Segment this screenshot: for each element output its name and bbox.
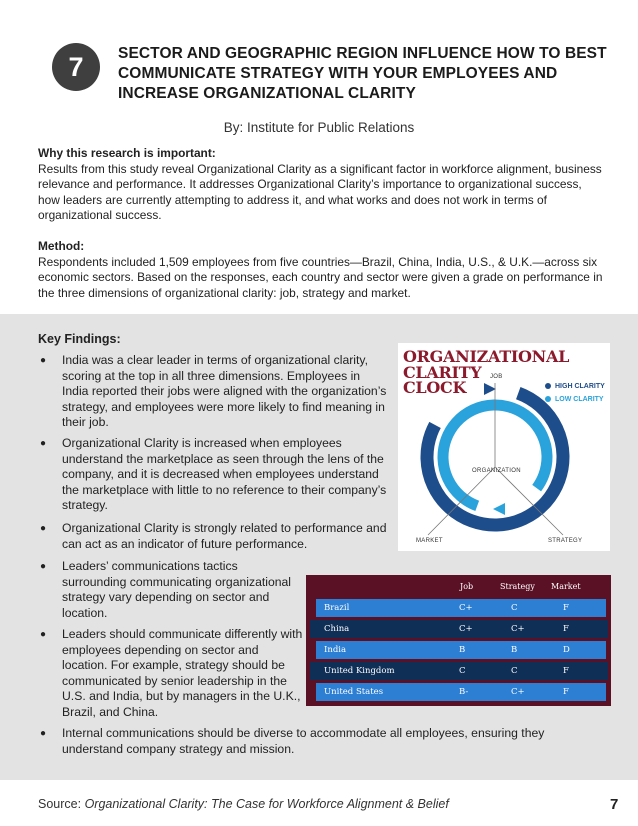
strategy-grade-cell: C [511, 603, 518, 613]
key-findings-heading: Key Findings: [38, 332, 121, 346]
axis-label-strategy: STRATEGY [548, 538, 583, 544]
column-header-market: Market [551, 582, 581, 591]
low-clarity-arrow-icon [493, 503, 505, 515]
finding-text: Organizational Clarity is increased when employees understand the marketplace as seen through the lens of the company, and it is decreased when employees understand the marketplace with little to no reference to their company’s strategy. [62, 436, 387, 513]
why-text: Results from this study reveal Organizational Clarity as a significant factor in workforce alignment, business relevance and performance. It addresses Organizational Clarity’s importance to organizational success, how leaders are currently attempting to address it, and what works and does not work in terms of organizational success. [38, 161, 602, 223]
legend-high-label: HIGH CLARITY [555, 383, 605, 390]
table-row [310, 662, 608, 680]
section-number: 7 [68, 51, 84, 82]
why-heading: Why this research is important: [38, 146, 216, 160]
section-number-badge [52, 43, 100, 91]
bullet-icon: ● [40, 355, 47, 366]
clock-title-line: ORGANIZATIONAL [403, 347, 570, 366]
page-title: SECTOR AND GEOGRAPHIC REGION INFLUENCE HOW TO BEST COMMUNICATE STRATEGY WITH YOUR EMPLOYEES AND INCREASE ORGANIZATIONAL CLARITY [118, 45, 607, 102]
market-grade-cell: F [563, 603, 569, 613]
source-citation [38, 797, 449, 811]
axis-label-market: MARKET [416, 538, 443, 544]
market-grade-cell: D [563, 645, 570, 655]
method-heading: Method: [38, 238, 85, 253]
grade-table [306, 575, 611, 706]
bullet-icon: ● [40, 629, 47, 640]
byline: By: Institute for Public Relations [223, 120, 415, 135]
table-row [316, 599, 606, 617]
strategy-grade-cell: C+ [511, 687, 525, 697]
finding-text: Internal communications should be diverse to accommodate all employees, ensuring they understand company strategy and mission. [62, 726, 545, 756]
finding-item [38, 627, 303, 721]
clock-title-line: CLOCK [403, 378, 467, 397]
method-text: Respondents included 1,509 employees from five countries—Brazil, China, India, U.S., & U.K.—across six economic sectors. Based on the responses, each country and sector were given a grade on performance in the three dimensions of organizational clarity: job, strategy and market. [38, 254, 603, 300]
market-grade-cell: F [563, 624, 569, 634]
source-prefix: Source: [38, 797, 85, 811]
column-header-strategy: Strategy [500, 582, 535, 591]
bullet-icon: ● [40, 523, 47, 534]
job-grade-cell: C+ [459, 603, 473, 613]
finding-text: Leaders’ communications tactics surrounding communicating organizational strategy vary depending on sector and location. [62, 559, 291, 620]
market-grade-cell: F [563, 687, 569, 697]
country-cell: China [324, 624, 350, 634]
finding-text: Organizational Clarity is strongly related to performance and can act as an indicator of future performance. [62, 521, 387, 551]
country-cell: United Kingdom [324, 666, 395, 676]
table-row [316, 683, 606, 701]
finding-item [38, 559, 298, 621]
country-cell: United States [324, 687, 384, 697]
strategy-grade-cell: C [511, 666, 518, 676]
finding-item [38, 521, 388, 552]
clarity-clock-graphic [398, 343, 610, 551]
intro-section [38, 146, 603, 316]
source-title: Organizational Clarity: The Case for Workforce Alignment & Belief [84, 797, 449, 811]
strategy-grade-cell: B [511, 645, 518, 655]
market-grade-cell: F [563, 666, 569, 676]
bullet-icon: ● [40, 438, 47, 449]
axis-label-job: JOB [490, 374, 503, 380]
legend-low-label: LOW CLARITY [555, 396, 604, 403]
job-grade-cell: B- [459, 687, 469, 697]
clock-diagram [398, 343, 610, 551]
bullet-icon: ● [40, 728, 47, 739]
finding-item [38, 353, 388, 431]
bullet-icon: ● [40, 561, 47, 572]
job-grade-cell: B [459, 645, 466, 655]
finding-item [38, 726, 608, 757]
country-cell: India [324, 645, 347, 655]
finding-text: Leaders should communicate differently with employees depending on sector and location. For example, strategy should be communicated by senior leadership in the U.S. and India, but by managers in the U.K., Brazil, and China. [62, 627, 303, 719]
clock-title-line: CLARITY [403, 362, 482, 382]
finding-text: India was a clear leader in terms of organizational clarity, scoring at the top in all three dimensions. Employees in India reported their jobs were aligned with the organization’s strategy, and employees were more likely to find meaning in their job. [62, 353, 387, 430]
page-number: 7 [610, 796, 619, 813]
job-grade-cell: C [459, 666, 466, 676]
country-cell: Brazil [324, 603, 350, 613]
column-header-job: Job [460, 582, 474, 591]
finding-item [38, 436, 388, 514]
table-row [316, 641, 606, 659]
table-row [310, 620, 608, 638]
axis-label-organization: ORGANIZATION [472, 468, 521, 474]
job-grade-cell: C+ [459, 624, 473, 634]
high-clarity-arrow-icon [484, 383, 496, 395]
strategy-grade-cell: C+ [511, 624, 525, 634]
